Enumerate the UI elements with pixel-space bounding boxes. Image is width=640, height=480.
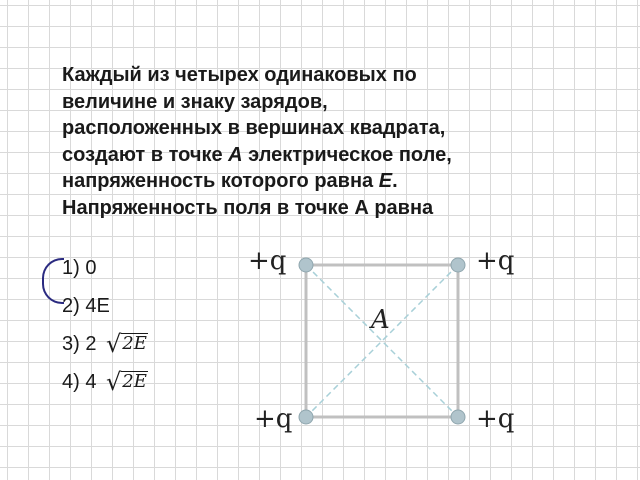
charge-label-top-right: +q [476,246,515,276]
sqrt-sign-icon: √ [106,368,122,396]
problem-line-3: расположенных в вершинах квадрата, [62,117,446,139]
problem-line-4: создают в точке A электрическое поле, [62,143,452,166]
answer-option-3[interactable]: 3) 2 [62,333,97,355]
charge-bottom-right [451,410,465,424]
charge-bottom-left [299,410,313,424]
problem-line-5: напряженность которого равна E. [62,170,398,192]
problem-line-1: Каждый из четырех одинаковых по [62,64,417,86]
charge-top-right [451,258,465,272]
problem-line-6: Напряженность поля в точке А равна [62,196,434,219]
point-a-label: A [371,305,390,335]
answer-option-2[interactable]: 2) 4E [62,295,110,317]
problem-line-2: величине и знаку зарядов, [62,90,328,113]
answer-option-4[interactable]: 4) 4 [62,371,97,393]
charge-label-top-left: +q [248,246,287,276]
answer-4-radicand: 2E [122,371,147,392]
answer-3-radicand: 2E [122,333,147,354]
sqrt-sign-icon: √ [106,330,122,358]
charge-top-left [299,258,313,272]
answer-option-1[interactable]: 1) 0 [62,257,97,279]
charge-label-bottom-left: +q [254,404,293,434]
charge-label-bottom-right: +q [476,404,515,434]
